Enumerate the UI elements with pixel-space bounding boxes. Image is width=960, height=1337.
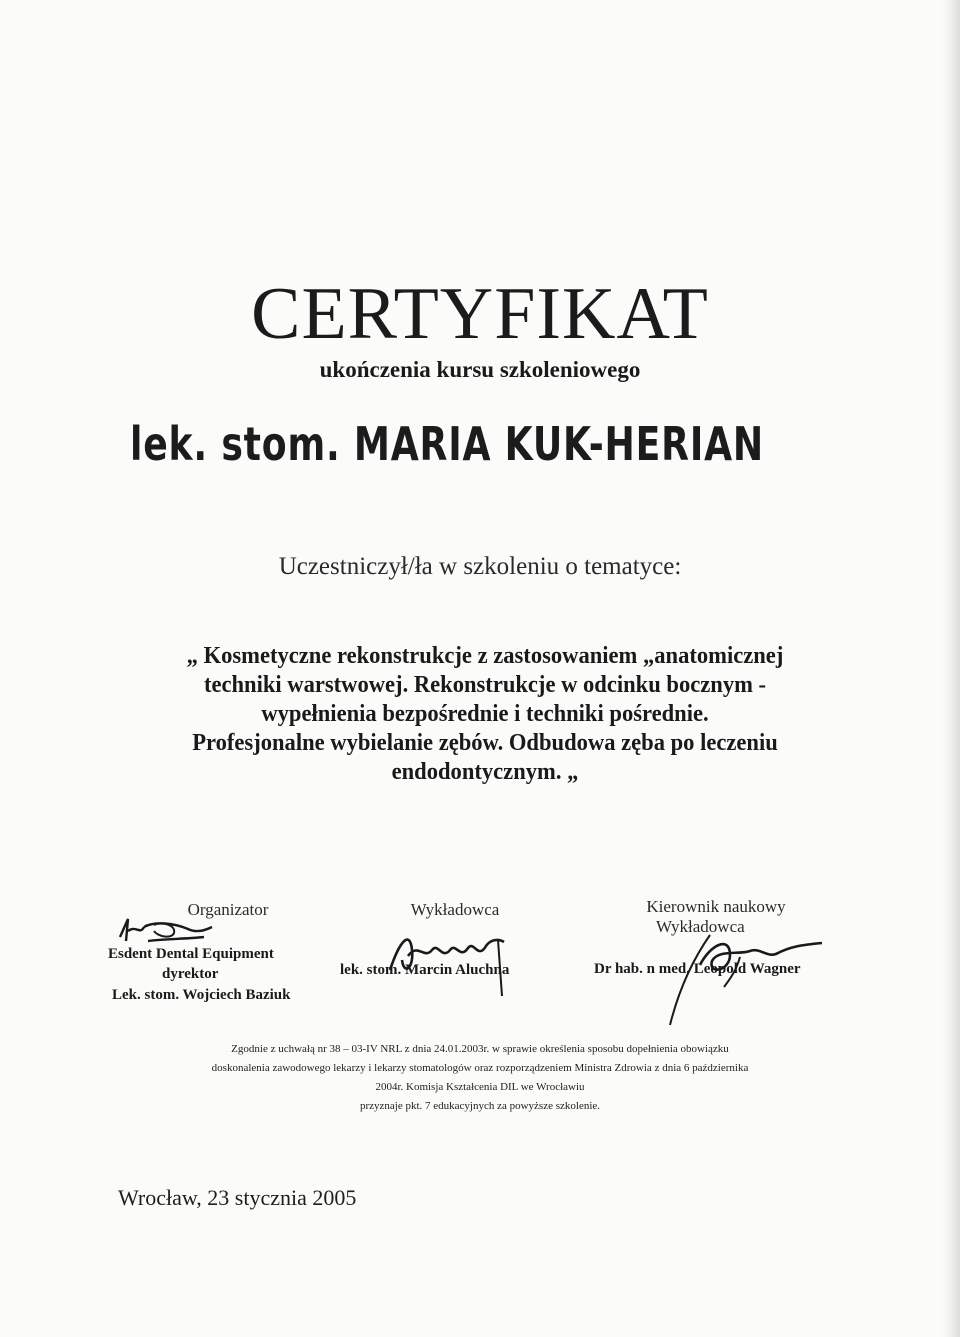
accreditation-note	[110, 1040, 850, 1116]
certificate-subtitle: ukończenia kursu szkoleniowego	[319, 357, 641, 382]
topic-line: „ Kosmetyczne rekonstrukcje z zastosowaniem „anatomicznej	[186, 643, 784, 669]
scientific-director-role: Kierownik naukowy	[646, 897, 786, 916]
lecturer-signature-block	[340, 900, 570, 978]
scientific-director-signature	[600, 925, 830, 1030]
organizer-signature	[114, 905, 224, 950]
page-edge-shadow	[942, 0, 960, 1337]
organizer-person: Lek. stom. Wojciech Baziuk	[112, 987, 291, 1003]
svg-text:lek. stom. MARIA KUK-HERIAN: lek. stom. MARIA KUK-HERIAN	[130, 417, 764, 471]
topic-line: Profesjonalne wybielanie zębów. Odbudowa zęba po leczeniu	[192, 730, 778, 756]
lecturer-signature	[380, 920, 520, 1000]
organizer-role: Organizator	[187, 900, 269, 919]
note-line: Zgodnie z uchwałą nr 38 – 03-IV NRL z dnia 24.01.2003r. w sprawie określenia sposobu dopełnienia obowiązku	[231, 1043, 729, 1055]
place-and-date: Wrocław, 23 stycznia 2005	[118, 1185, 357, 1210]
organizer-company: Esdent Dental Equipment	[108, 946, 274, 962]
note-line: doskonalenia zawodowego lekarzy i lekarzy stomatologów oraz rozporządzeniem Ministra Zdrowia z dnia 6 października	[211, 1062, 749, 1074]
participation-text: Uczestniczył/ła w szkoleniu o tematyce:	[278, 553, 682, 580]
topic-line: techniki warstwowej. Rekonstrukcje w odcinku bocznym -	[203, 672, 767, 698]
certificate-title: CERTYFIKAT	[251, 273, 709, 355]
course-topic	[161, 642, 810, 787]
recipient-handwritten-name	[128, 408, 768, 478]
scientific-lecturer-role: Wykładowca	[656, 917, 745, 936]
lecturer-person: lek. stom. Marcin Aluchna	[340, 962, 510, 978]
topic-line: wypełnienia bezpośrednie i techniki pośrednie.	[261, 701, 709, 727]
lecturer-role: Wykładowca	[410, 900, 500, 919]
note-line: 2004r. Komisja Kształcenia DIL we Wrocławiu	[375, 1081, 585, 1093]
organizer-title: dyrektor	[162, 966, 219, 982]
scientific-director-person: Dr hab. n med. Leopold Wagner	[594, 961, 801, 977]
topic-line: endodontycznym. „	[391, 759, 579, 785]
note-line: przyznaje pkt. 7 edukacyjnych za powyższe szkolenie.	[359, 1100, 601, 1112]
